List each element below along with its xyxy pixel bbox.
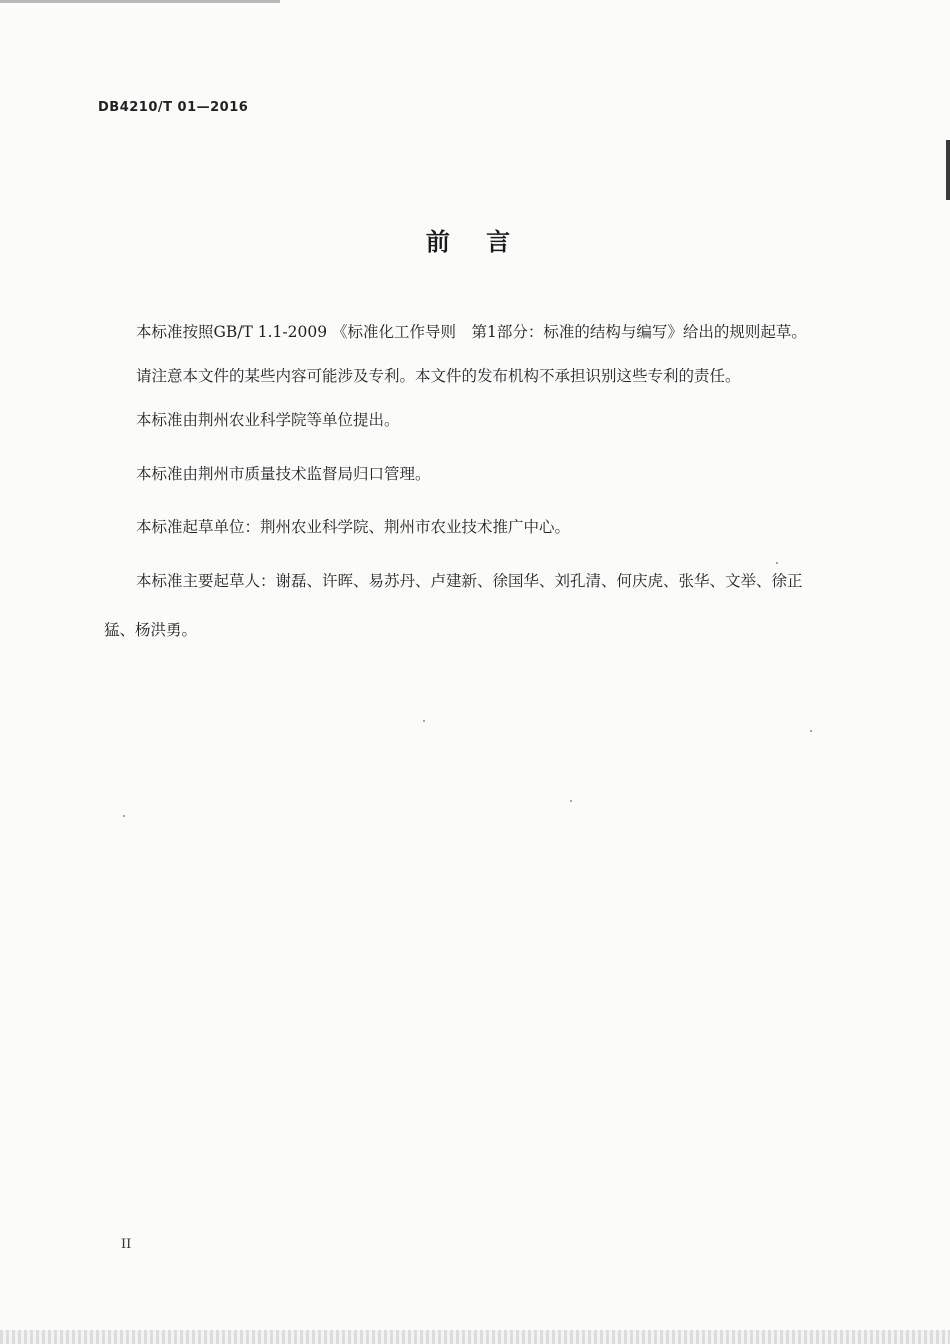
paragraph-drafting-rules: 本标准按照GB/T 1.1-2009 《标准化工作导则 第1部分：标准的结构与编写》给出的规则起草。 <box>136 323 807 341</box>
scan-speck <box>423 720 425 722</box>
paragraph-patent-notice: 请注意本文件的某些内容可能涉及专利。本文件的发布机构不承担识别这些专利的责任。 <box>136 367 741 385</box>
scan-speck <box>570 800 572 802</box>
scan-edge-right <box>946 140 950 200</box>
scan-speck <box>776 562 778 564</box>
page-title: 前 言 <box>425 228 525 256</box>
scan-edge-top <box>0 0 280 3</box>
scan-speck <box>810 730 812 732</box>
scan-edge-bottom <box>0 1330 950 1344</box>
paragraph-drafting-units: 本标准起草单位：荆州农业科学院、荆州市农业技术推广中心。 <box>136 518 571 536</box>
paragraph-proposed-by: 本标准由荆州农业科学院等单位提出。 <box>136 411 400 429</box>
page-number: II <box>121 1237 132 1252</box>
document-code: DB4210/T 01—2016 <box>98 100 249 115</box>
paragraph-main-drafters-continued: 猛、杨洪勇。 <box>104 621 198 639</box>
paragraph-main-drafters: 本标准主要起草人：谢磊、许晖、易苏丹、卢建新、徐国华、刘孔清、何庆虎、张华、文举、徐正 <box>136 572 803 590</box>
scan-speck <box>123 815 125 817</box>
paragraph-managed-by: 本标准由荆州市质量技术监督局归口管理。 <box>136 465 431 483</box>
